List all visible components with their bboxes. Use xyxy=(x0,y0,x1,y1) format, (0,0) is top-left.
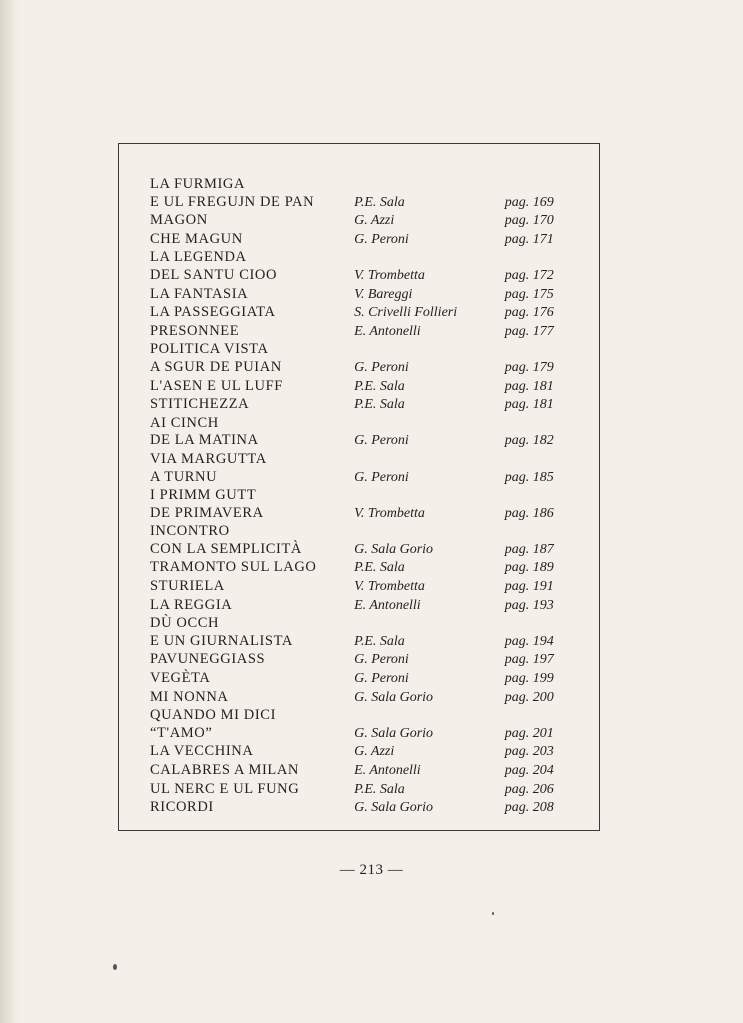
toc-entry xyxy=(150,615,580,650)
toc-entry xyxy=(150,799,580,817)
toc-entry xyxy=(150,212,580,230)
toc-entry xyxy=(150,651,580,669)
entry-title xyxy=(150,487,354,522)
entry-title xyxy=(150,670,354,688)
entry-title-line: I PRIMM GUTT xyxy=(150,487,257,504)
entry-page: pag. 204 xyxy=(504,763,554,778)
entry-title-line: LA FANTASIA xyxy=(150,285,249,302)
entry-page: pag. 199 xyxy=(504,671,554,687)
toc-entry xyxy=(150,670,580,688)
entry-title-line: VIA MARGUTTA xyxy=(150,450,267,467)
entry-title-line: UL NERC E UL FUNG xyxy=(150,780,300,797)
entry-author: V. Trombetta xyxy=(354,267,425,283)
entry-author: V. Trombetta xyxy=(354,579,425,595)
entry-page: pag. 175 xyxy=(504,286,554,302)
entry-title xyxy=(150,615,354,650)
entry-author: G. Sala Gorio xyxy=(354,725,434,741)
entry-author: P.E. Sala xyxy=(354,397,405,413)
entry-title xyxy=(150,415,354,450)
entry-page: pag. 169 xyxy=(504,194,554,210)
entry-page: pag. 189 xyxy=(504,560,554,576)
entry-title xyxy=(150,597,354,615)
entry-author: G. Peroni xyxy=(354,671,409,687)
entry-title xyxy=(150,249,354,284)
entry-page: pag. 187 xyxy=(504,541,554,557)
page-number: — 213 — xyxy=(339,862,404,878)
entry-page: pag. 186 xyxy=(504,505,554,521)
entry-author: G. Sala Gorio xyxy=(354,541,434,557)
toc-entry xyxy=(150,487,580,522)
toc-entry xyxy=(150,304,580,322)
entry-author: E. Antonelli xyxy=(354,763,421,778)
entry-title-line: INCONTRO xyxy=(150,523,230,540)
entry-title-line: STURIELA xyxy=(150,578,225,595)
entry-title-line: DE PRIMAVERA xyxy=(150,504,264,521)
entry-page: pag. 203 xyxy=(504,744,554,760)
toc-entry xyxy=(150,597,580,615)
toc-entry xyxy=(150,743,580,761)
entry-author: P.E. Sala xyxy=(354,560,405,576)
entry-author: G. Peroni xyxy=(354,652,409,668)
entry-title-line: E UN GIURNALISTA xyxy=(150,632,293,649)
entry-title xyxy=(150,286,354,304)
entry-title-line: LA LEGENDA xyxy=(150,249,247,266)
entry-page: pag. 170 xyxy=(504,213,554,229)
entry-title xyxy=(150,176,354,211)
toc-entry xyxy=(150,176,580,211)
table-of-contents xyxy=(150,176,580,818)
entry-page: pag. 201 xyxy=(504,725,554,741)
toc-entry xyxy=(150,378,580,396)
entry-page: pag. 177 xyxy=(504,323,554,339)
entry-author: G. Peroni xyxy=(354,359,409,375)
entry-title-line: MAGON xyxy=(150,212,208,229)
entry-title-line: CON LA SEMPLICITÀ xyxy=(150,540,302,557)
toc-entry xyxy=(150,249,580,284)
entry-title-line: LA VECCHINA xyxy=(150,743,254,760)
entry-title-line: POLITICA VISTA xyxy=(150,341,269,358)
entry-author: G. Peroni xyxy=(354,433,409,449)
entry-page: pag. 200 xyxy=(504,689,554,705)
entry-title xyxy=(150,651,354,669)
entry-title xyxy=(150,781,354,799)
entry-page: pag. 172 xyxy=(504,267,554,283)
entry-author: P.E. Sala xyxy=(354,781,405,797)
entry-title-line: A TURNU xyxy=(150,468,218,485)
entry-page: pag. 182 xyxy=(504,433,554,449)
entry-title-line: TRAMONTO SUL LAGO xyxy=(150,559,317,576)
entry-title-line: MI NONNA xyxy=(150,688,229,705)
toc-entry xyxy=(150,762,580,780)
entry-title-line: LA PASSEGGIATA xyxy=(150,304,276,321)
entry-page: pag. 197 xyxy=(504,652,554,668)
entry-title-line: VEGÈTA xyxy=(150,670,211,687)
toc-entry xyxy=(150,286,580,304)
entry-title xyxy=(150,231,354,249)
paper-speck xyxy=(113,964,117,970)
entry-author: P.E. Sala xyxy=(354,378,405,394)
entry-title-line: CHE MAGUN xyxy=(150,230,243,247)
entry-title xyxy=(150,559,354,577)
entry-title-line: DÙ OCCH xyxy=(150,615,220,632)
toc-entry xyxy=(150,451,580,486)
toc-entry xyxy=(150,231,580,249)
entry-title-line: PRESONNEE xyxy=(150,322,240,339)
entry-title-line: LA REGGIA xyxy=(150,596,233,613)
entry-title xyxy=(150,799,354,817)
paper-speck xyxy=(492,912,494,915)
entry-title-line: DE LA MATINA xyxy=(150,432,259,449)
entry-author: P.E. Sala xyxy=(354,633,405,649)
entry-author: E. Antonelli xyxy=(354,597,421,613)
entry-author: G. Sala Gorio xyxy=(354,689,434,705)
entry-title-line: PAVUNEGGIASS xyxy=(150,651,266,668)
entry-title-line: STITICHEZZA xyxy=(150,396,250,413)
entry-title-line: L'ASEN E UL LUFF xyxy=(150,377,283,394)
entry-author: P.E. Sala xyxy=(354,194,405,210)
toc-entry xyxy=(150,323,580,341)
entry-author: G. Sala Gorio xyxy=(354,800,434,816)
entry-title xyxy=(150,323,354,341)
entry-author: G. Azzi xyxy=(354,213,395,229)
entry-title-line: RICORDI xyxy=(150,799,214,816)
entry-page: pag. 191 xyxy=(504,579,554,595)
entry-author: G. Peroni xyxy=(354,231,409,247)
entry-title xyxy=(150,707,354,742)
toc-entry xyxy=(150,396,580,414)
toc-entry xyxy=(150,559,580,577)
toc-entry xyxy=(150,578,580,596)
entry-title-line: CALABRES A MILAN xyxy=(150,762,299,778)
entry-author: S. Crivelli Follieri xyxy=(354,305,458,321)
entry-title-line: AI CINCH xyxy=(150,414,219,431)
entry-title-line: E UL FREGUJN DE PAN xyxy=(150,193,315,210)
entry-title-line: QUANDO MI DICI xyxy=(150,707,276,724)
entry-title-line: A SGUR DE PUIAN xyxy=(150,358,282,375)
toc-entry xyxy=(150,707,580,742)
entry-title-line: “T'AMO” xyxy=(150,724,213,741)
entry-title xyxy=(150,451,354,486)
entry-title-line: DEL SANTU CIOO xyxy=(150,266,278,283)
toc-entry xyxy=(150,689,580,707)
entry-author: G. Azzi xyxy=(354,744,395,760)
entry-page: pag. 206 xyxy=(504,781,554,797)
entry-title xyxy=(150,378,354,396)
toc-entry xyxy=(150,523,580,558)
toc-entry xyxy=(150,781,580,799)
entry-title xyxy=(150,523,354,558)
entry-page: pag. 181 xyxy=(504,397,554,413)
entry-page: pag. 179 xyxy=(504,359,554,375)
entry-title xyxy=(150,762,354,780)
entry-title-line: LA FURMIGA xyxy=(150,176,246,192)
entry-page: pag. 194 xyxy=(504,633,554,649)
entry-page: pag. 176 xyxy=(504,305,554,321)
entry-page: pag. 208 xyxy=(504,800,554,816)
entry-title xyxy=(150,212,354,230)
entry-title xyxy=(150,341,354,376)
entry-title xyxy=(150,396,354,414)
toc-entry xyxy=(150,415,580,450)
toc-entry xyxy=(150,341,580,376)
entry-author: G. Peroni xyxy=(354,469,409,485)
entry-title xyxy=(150,689,354,707)
entry-title xyxy=(150,578,354,596)
entry-author: V. Bareggi xyxy=(354,286,413,302)
entry-page: pag. 193 xyxy=(504,597,554,613)
entry-page: pag. 185 xyxy=(504,469,554,485)
entry-page: pag. 171 xyxy=(504,231,554,247)
entry-page: pag. 181 xyxy=(504,378,554,394)
entry-title xyxy=(150,743,354,761)
entry-author: E. Antonelli xyxy=(354,323,421,339)
entry-author: V. Trombetta xyxy=(354,505,425,521)
entry-title xyxy=(150,304,354,322)
